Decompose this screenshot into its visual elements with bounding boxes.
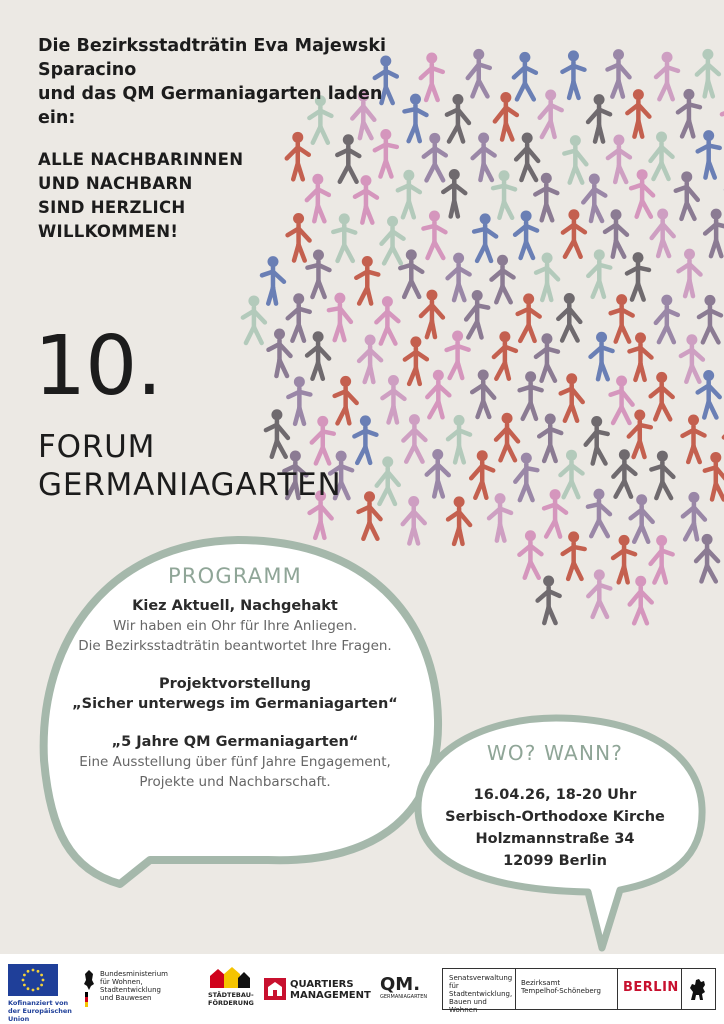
program-item-text: Eine Ausstellung über fünf Jahre Engagement, (79, 754, 391, 770)
senate-line: für Stadtentwicklung, (449, 982, 513, 998)
program-item-heading: „Sicher unterwegs im Germaniagarten“ (72, 696, 398, 712)
invitation-line-1: Die Bezirksstadträtin Eva Majewski Sparacino (38, 36, 386, 80)
program-title: PROGRAMM (167, 564, 302, 588)
program-item (70, 674, 400, 714)
berlin-label: BERLIN (623, 980, 679, 995)
qm-line: QUARTIERS (290, 979, 354, 990)
event-title (38, 428, 342, 504)
program-item (70, 732, 400, 792)
staedtebau-line: STÄDTEBAU- (208, 991, 254, 999)
welcome-line: ALLE NACHBARINNEN (38, 150, 244, 169)
sponsor-footer (0, 954, 724, 1024)
qm-house-icon (264, 978, 286, 1000)
program-section (70, 562, 400, 810)
event-title-line-1: FORUM (38, 429, 156, 465)
qm-germaniagarten-label: GERMANIAGARTEN (380, 994, 428, 1000)
qm-line: MANAGEMENT (290, 990, 371, 1001)
bmwsb-line: Bundesministerium (100, 970, 168, 978)
program-item (70, 596, 400, 656)
program-item-text: Wir haben ein Ohr für Ihre Anliegen. (113, 618, 357, 634)
bmwsb-line: für Wohnen, Stadtentwicklung (100, 978, 161, 994)
eu-label: Kofinanziert von der Europäischen Union (8, 999, 72, 1023)
houses-icon (208, 966, 252, 988)
qm-mark: QM. (380, 974, 421, 995)
senate-line: Senatsverwaltung (449, 974, 513, 982)
program-item-heading: „5 Jahre QM Germaniagarten“ (111, 734, 359, 750)
event-city: 12099 Berlin (503, 853, 607, 869)
welcome-heading (38, 148, 243, 244)
german-eagle-icon (82, 968, 96, 1008)
district-line: Tempelhof-Schöneberg (521, 987, 601, 995)
bmwsb-line: und Bauwesen (100, 994, 152, 1002)
event-street: Holzmannstraße 34 (475, 831, 635, 847)
welcome-line: WILLKOMMEN! (38, 222, 179, 241)
welcome-line: UND NACHBARN (38, 174, 193, 193)
berlin-bear-icon (687, 976, 709, 1002)
welcome-line: SIND HERZLICH (38, 198, 186, 217)
senate-district-logo (442, 968, 716, 1014)
foerderung-line: FÖRDERUNG (208, 999, 254, 1007)
staedtebaufoerderung-logo (208, 966, 258, 1007)
qm-germaniagarten-logo (380, 976, 440, 1000)
district-line: Bezirksamt (521, 979, 561, 987)
event-date: 16.04.26, 18-20 Uhr (473, 787, 637, 803)
where-when-title: WO? WANN? (486, 741, 624, 765)
eu-flag-icon (8, 964, 58, 996)
program-item-text: Die Bezirksstadträtin beantwortet Ihre Fragen. (78, 638, 392, 654)
senate-line: Bauen und Wohnen (449, 998, 487, 1014)
invitation-text (38, 34, 398, 130)
event-venue: Serbisch-Orthodoxe Kirche (445, 809, 665, 825)
where-when-section (440, 740, 670, 872)
program-item-heading: Projektvorstellung (158, 676, 312, 692)
invitation-line-2: und das QM Germaniagarten laden ein: (38, 84, 383, 128)
program-item-text: Projekte und Nachbarschaft. (139, 774, 331, 790)
event-title-line-2: GERMANIAGARTEN (38, 467, 342, 503)
program-item-heading: Kiez Aktuell, Nachgehakt (132, 598, 338, 614)
eu-logo (8, 964, 70, 1023)
event-number: 10. (34, 319, 162, 414)
